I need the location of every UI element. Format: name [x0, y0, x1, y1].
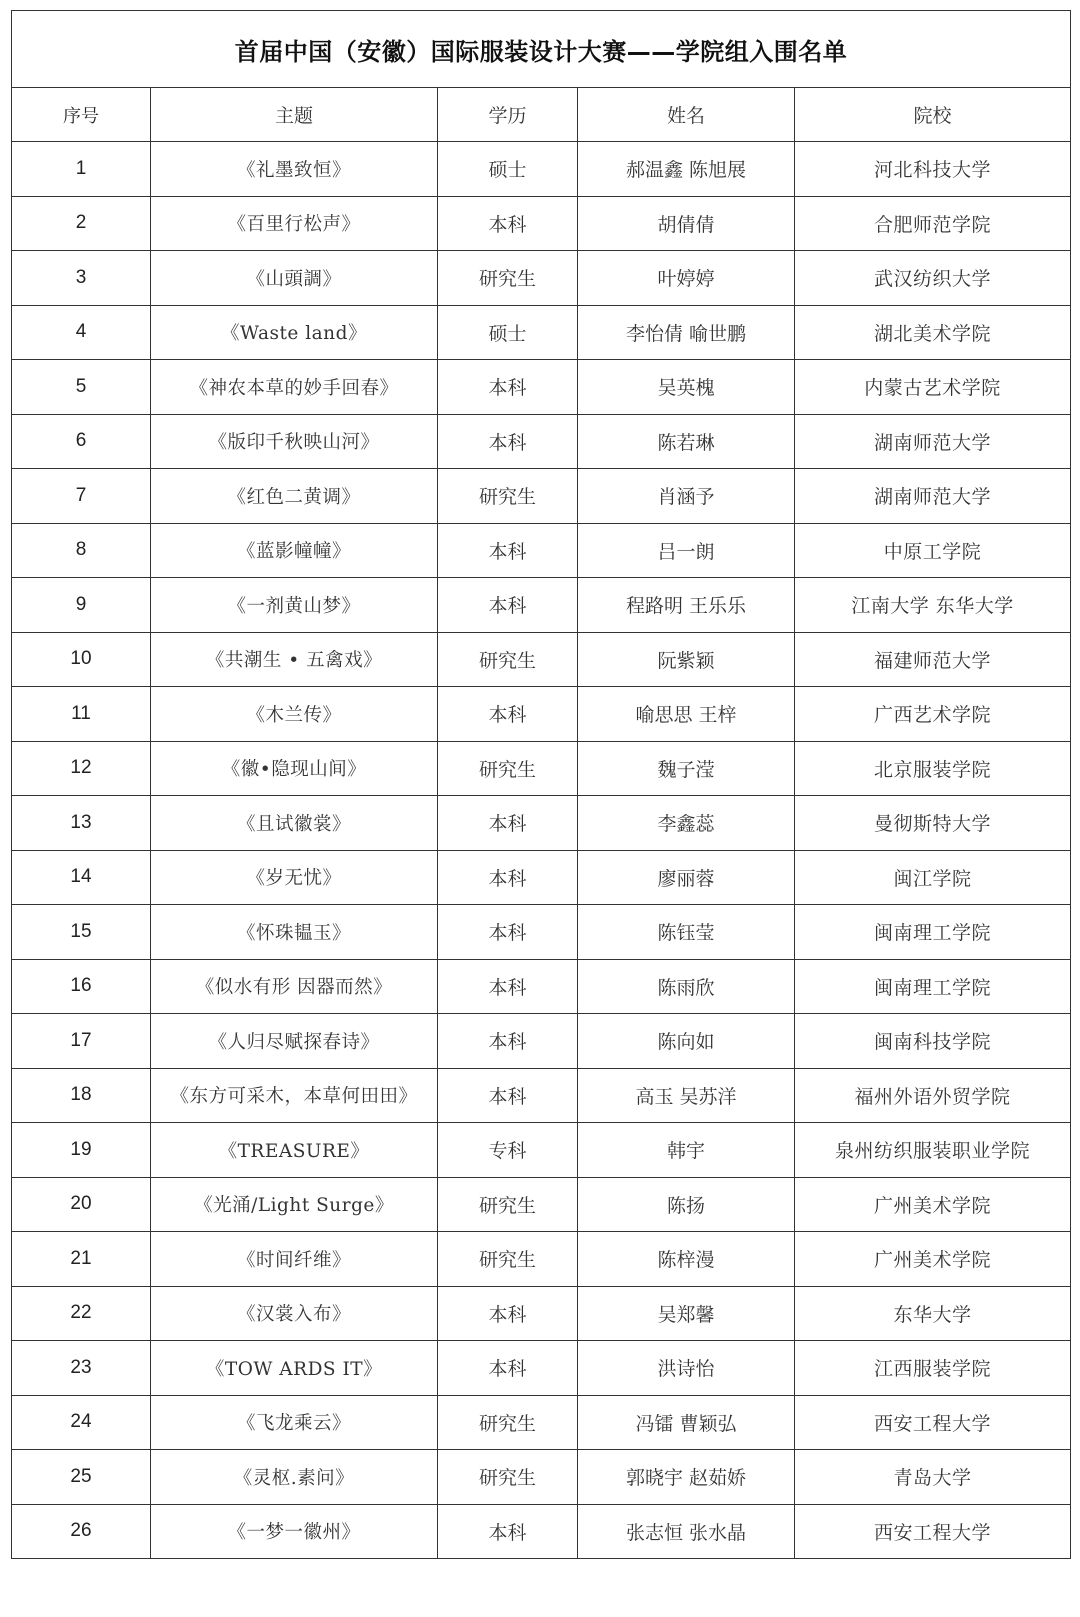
cell-name: 阮紫颖: [578, 632, 795, 687]
cell-degree: 研究生: [438, 741, 578, 796]
cell-school: 中原工学院: [795, 523, 1071, 578]
cell-name: 郝温鑫 陈旭展: [578, 142, 795, 197]
table-row: [12, 1014, 1071, 1069]
cell-theme: 《TREASURE》: [151, 1123, 438, 1178]
cell-name: 陈若琳: [578, 414, 795, 469]
shortlist-table: [11, 10, 1071, 1559]
cell-name: 张志恒 张水晶: [578, 1504, 795, 1559]
cell-degree: 本科: [438, 1014, 578, 1069]
cell-degree: 研究生: [438, 469, 578, 524]
table-row: [12, 523, 1071, 578]
cell-theme: 《似水有形 因器而然》: [151, 959, 438, 1014]
cell-school: 合肥师范学院: [795, 196, 1071, 251]
cell-no: 17: [12, 1014, 151, 1069]
cell-theme: 《红色二黄调》: [151, 469, 438, 524]
cell-school: 内蒙古艺术学院: [795, 360, 1071, 415]
cell-name: 吴英槐: [578, 360, 795, 415]
table-row: [12, 959, 1071, 1014]
page-title: 首届中国（安徽）国际服装设计大赛——学院组入围名单: [12, 11, 1071, 88]
cell-name: 吕一朗: [578, 523, 795, 578]
table-row: [12, 1068, 1071, 1123]
cell-theme: 《版印千秋映山河》: [151, 414, 438, 469]
table-row: [12, 305, 1071, 360]
cell-degree: 本科: [438, 578, 578, 633]
cell-theme: 《东方可采木，本草何田田》: [151, 1068, 438, 1123]
cell-school: 曼彻斯特大学: [795, 796, 1071, 851]
cell-theme: 《一剂黄山梦》: [151, 578, 438, 633]
cell-school: 泉州纺织服装职业学院: [795, 1123, 1071, 1178]
cell-no: 8: [12, 523, 151, 578]
cell-no: 25: [12, 1450, 151, 1505]
cell-no: 26: [12, 1504, 151, 1559]
cell-degree: 研究生: [438, 251, 578, 306]
table-row: [12, 1341, 1071, 1396]
cell-name: 陈向如: [578, 1014, 795, 1069]
cell-theme: 《徽•隐现山间》: [151, 741, 438, 796]
title-row: [12, 11, 1071, 88]
cell-name: 洪诗怡: [578, 1341, 795, 1396]
cell-degree: 研究生: [438, 1232, 578, 1287]
cell-school: 河北科技大学: [795, 142, 1071, 197]
cell-theme: 《时间纤维》: [151, 1232, 438, 1287]
cell-school: 湖南师范大学: [795, 414, 1071, 469]
cell-no: 5: [12, 360, 151, 415]
cell-degree: 本科: [438, 687, 578, 742]
table-row: [12, 905, 1071, 960]
cell-name: 韩宇: [578, 1123, 795, 1178]
table-row: [12, 1286, 1071, 1341]
cell-degree: 专科: [438, 1123, 578, 1178]
cell-no: 11: [12, 687, 151, 742]
cell-degree: 本科: [438, 796, 578, 851]
header-no: 序号: [12, 88, 151, 142]
table-row: [12, 1504, 1071, 1559]
cell-degree: 本科: [438, 196, 578, 251]
cell-theme: 《人归尽赋探春诗》: [151, 1014, 438, 1069]
cell-school: 福建师范大学: [795, 632, 1071, 687]
table-row: [12, 687, 1071, 742]
cell-school: 武汉纺织大学: [795, 251, 1071, 306]
cell-theme: 《汉裳入布》: [151, 1286, 438, 1341]
cell-theme: 《一梦一徽州》: [151, 1504, 438, 1559]
cell-no: 1: [12, 142, 151, 197]
cell-name: 程路明 王乐乐: [578, 578, 795, 633]
cell-theme: 《TOW ARDS IT》: [151, 1341, 438, 1396]
cell-school: 闽南理工学院: [795, 959, 1071, 1014]
cell-school: 湖北美术学院: [795, 305, 1071, 360]
cell-no: 14: [12, 850, 151, 905]
cell-name: 高玉 吴苏洋: [578, 1068, 795, 1123]
cell-name: 喻思思 王梓: [578, 687, 795, 742]
cell-name: 吴郑馨: [578, 1286, 795, 1341]
cell-degree: 研究生: [438, 1395, 578, 1450]
table-row: [12, 1232, 1071, 1287]
header-school: 院校: [795, 88, 1071, 142]
table-row: [12, 796, 1071, 851]
header-theme: 主题: [151, 88, 438, 142]
cell-school: 东华大学: [795, 1286, 1071, 1341]
table-row: [12, 196, 1071, 251]
cell-theme: 《灵枢.素问》: [151, 1450, 438, 1505]
cell-name: 魏子滢: [578, 741, 795, 796]
table-row: [12, 632, 1071, 687]
cell-school: 北京服装学院: [795, 741, 1071, 796]
cell-no: 10: [12, 632, 151, 687]
cell-theme: 《木兰传》: [151, 687, 438, 742]
cell-no: 4: [12, 305, 151, 360]
cell-theme: 《飞龙乘云》: [151, 1395, 438, 1450]
cell-degree: 本科: [438, 850, 578, 905]
cell-school: 闽南科技学院: [795, 1014, 1071, 1069]
table-row: [12, 251, 1071, 306]
cell-school: 湖南师范大学: [795, 469, 1071, 524]
cell-no: 23: [12, 1341, 151, 1396]
cell-theme: 《光涌/Light Surge》: [151, 1177, 438, 1232]
cell-school: 福州外语外贸学院: [795, 1068, 1071, 1123]
cell-school: 西安工程大学: [795, 1395, 1071, 1450]
cell-degree: 本科: [438, 905, 578, 960]
cell-school: 江南大学 东华大学: [795, 578, 1071, 633]
cell-no: 3: [12, 251, 151, 306]
cell-degree: 本科: [438, 1341, 578, 1396]
cell-no: 19: [12, 1123, 151, 1178]
cell-degree: 研究生: [438, 1450, 578, 1505]
cell-theme: 《共潮生 • 五禽戏》: [151, 632, 438, 687]
cell-theme: 《神农本草的妙手回春》: [151, 360, 438, 415]
table-body: [12, 142, 1071, 1559]
table-row: [12, 850, 1071, 905]
cell-name: 叶婷婷: [578, 251, 795, 306]
cell-name: 郭晓宇 赵茹娇: [578, 1450, 795, 1505]
cell-school: 广西艺术学院: [795, 687, 1071, 742]
cell-theme: 《怀珠韫玉》: [151, 905, 438, 960]
cell-name: 肖涵予: [578, 469, 795, 524]
cell-degree: 本科: [438, 1286, 578, 1341]
cell-no: 15: [12, 905, 151, 960]
cell-theme: 《百里行松声》: [151, 196, 438, 251]
table-row: [12, 414, 1071, 469]
cell-name: 陈梓漫: [578, 1232, 795, 1287]
cell-name: 廖丽蓉: [578, 850, 795, 905]
header-name: 姓名: [578, 88, 795, 142]
cell-degree: 研究生: [438, 632, 578, 687]
header-degree: 学历: [438, 88, 578, 142]
cell-degree: 本科: [438, 959, 578, 1014]
cell-theme: 《且试徽裳》: [151, 796, 438, 851]
cell-no: 2: [12, 196, 151, 251]
cell-theme: 《礼墨致恒》: [151, 142, 438, 197]
table-row: [12, 741, 1071, 796]
cell-school: 广州美术学院: [795, 1177, 1071, 1232]
cell-degree: 本科: [438, 360, 578, 415]
cell-theme: 《岁无忧》: [151, 850, 438, 905]
cell-theme: 《Waste land》: [151, 305, 438, 360]
cell-no: 6: [12, 414, 151, 469]
cell-no: 24: [12, 1395, 151, 1450]
header-row: [12, 88, 1071, 142]
cell-no: 18: [12, 1068, 151, 1123]
cell-school: 闽南理工学院: [795, 905, 1071, 960]
cell-name: 胡倩倩: [578, 196, 795, 251]
table-row: [12, 1450, 1071, 1505]
cell-no: 12: [12, 741, 151, 796]
table-row: [12, 360, 1071, 415]
table-row: [12, 1395, 1071, 1450]
table-row: [12, 1177, 1071, 1232]
cell-degree: 本科: [438, 414, 578, 469]
cell-degree: 硕士: [438, 142, 578, 197]
cell-degree: 研究生: [438, 1177, 578, 1232]
cell-degree: 本科: [438, 1068, 578, 1123]
cell-school: 青岛大学: [795, 1450, 1071, 1505]
cell-no: 16: [12, 959, 151, 1014]
cell-no: 21: [12, 1232, 151, 1287]
cell-school: 闽江学院: [795, 850, 1071, 905]
cell-name: 李怡倩 喻世鹏: [578, 305, 795, 360]
cell-school: 江西服装学院: [795, 1341, 1071, 1396]
cell-name: 陈扬: [578, 1177, 795, 1232]
table-row: [12, 142, 1071, 197]
cell-name: 陈钰莹: [578, 905, 795, 960]
table-row: [12, 469, 1071, 524]
cell-degree: 硕士: [438, 305, 578, 360]
cell-name: 陈雨欣: [578, 959, 795, 1014]
table-row: [12, 578, 1071, 633]
cell-no: 13: [12, 796, 151, 851]
cell-degree: 本科: [438, 523, 578, 578]
cell-no: 22: [12, 1286, 151, 1341]
cell-school: 西安工程大学: [795, 1504, 1071, 1559]
cell-theme: 《山頭調》: [151, 251, 438, 306]
cell-theme: 《蓝影幢幢》: [151, 523, 438, 578]
shortlist-document: [11, 10, 1070, 1559]
cell-degree: 本科: [438, 1504, 578, 1559]
cell-no: 7: [12, 469, 151, 524]
cell-name: 李鑫蕊: [578, 796, 795, 851]
cell-no: 9: [12, 578, 151, 633]
cell-no: 20: [12, 1177, 151, 1232]
cell-name: 冯镭 曹颖弘: [578, 1395, 795, 1450]
cell-school: 广州美术学院: [795, 1232, 1071, 1287]
table-row: [12, 1123, 1071, 1178]
